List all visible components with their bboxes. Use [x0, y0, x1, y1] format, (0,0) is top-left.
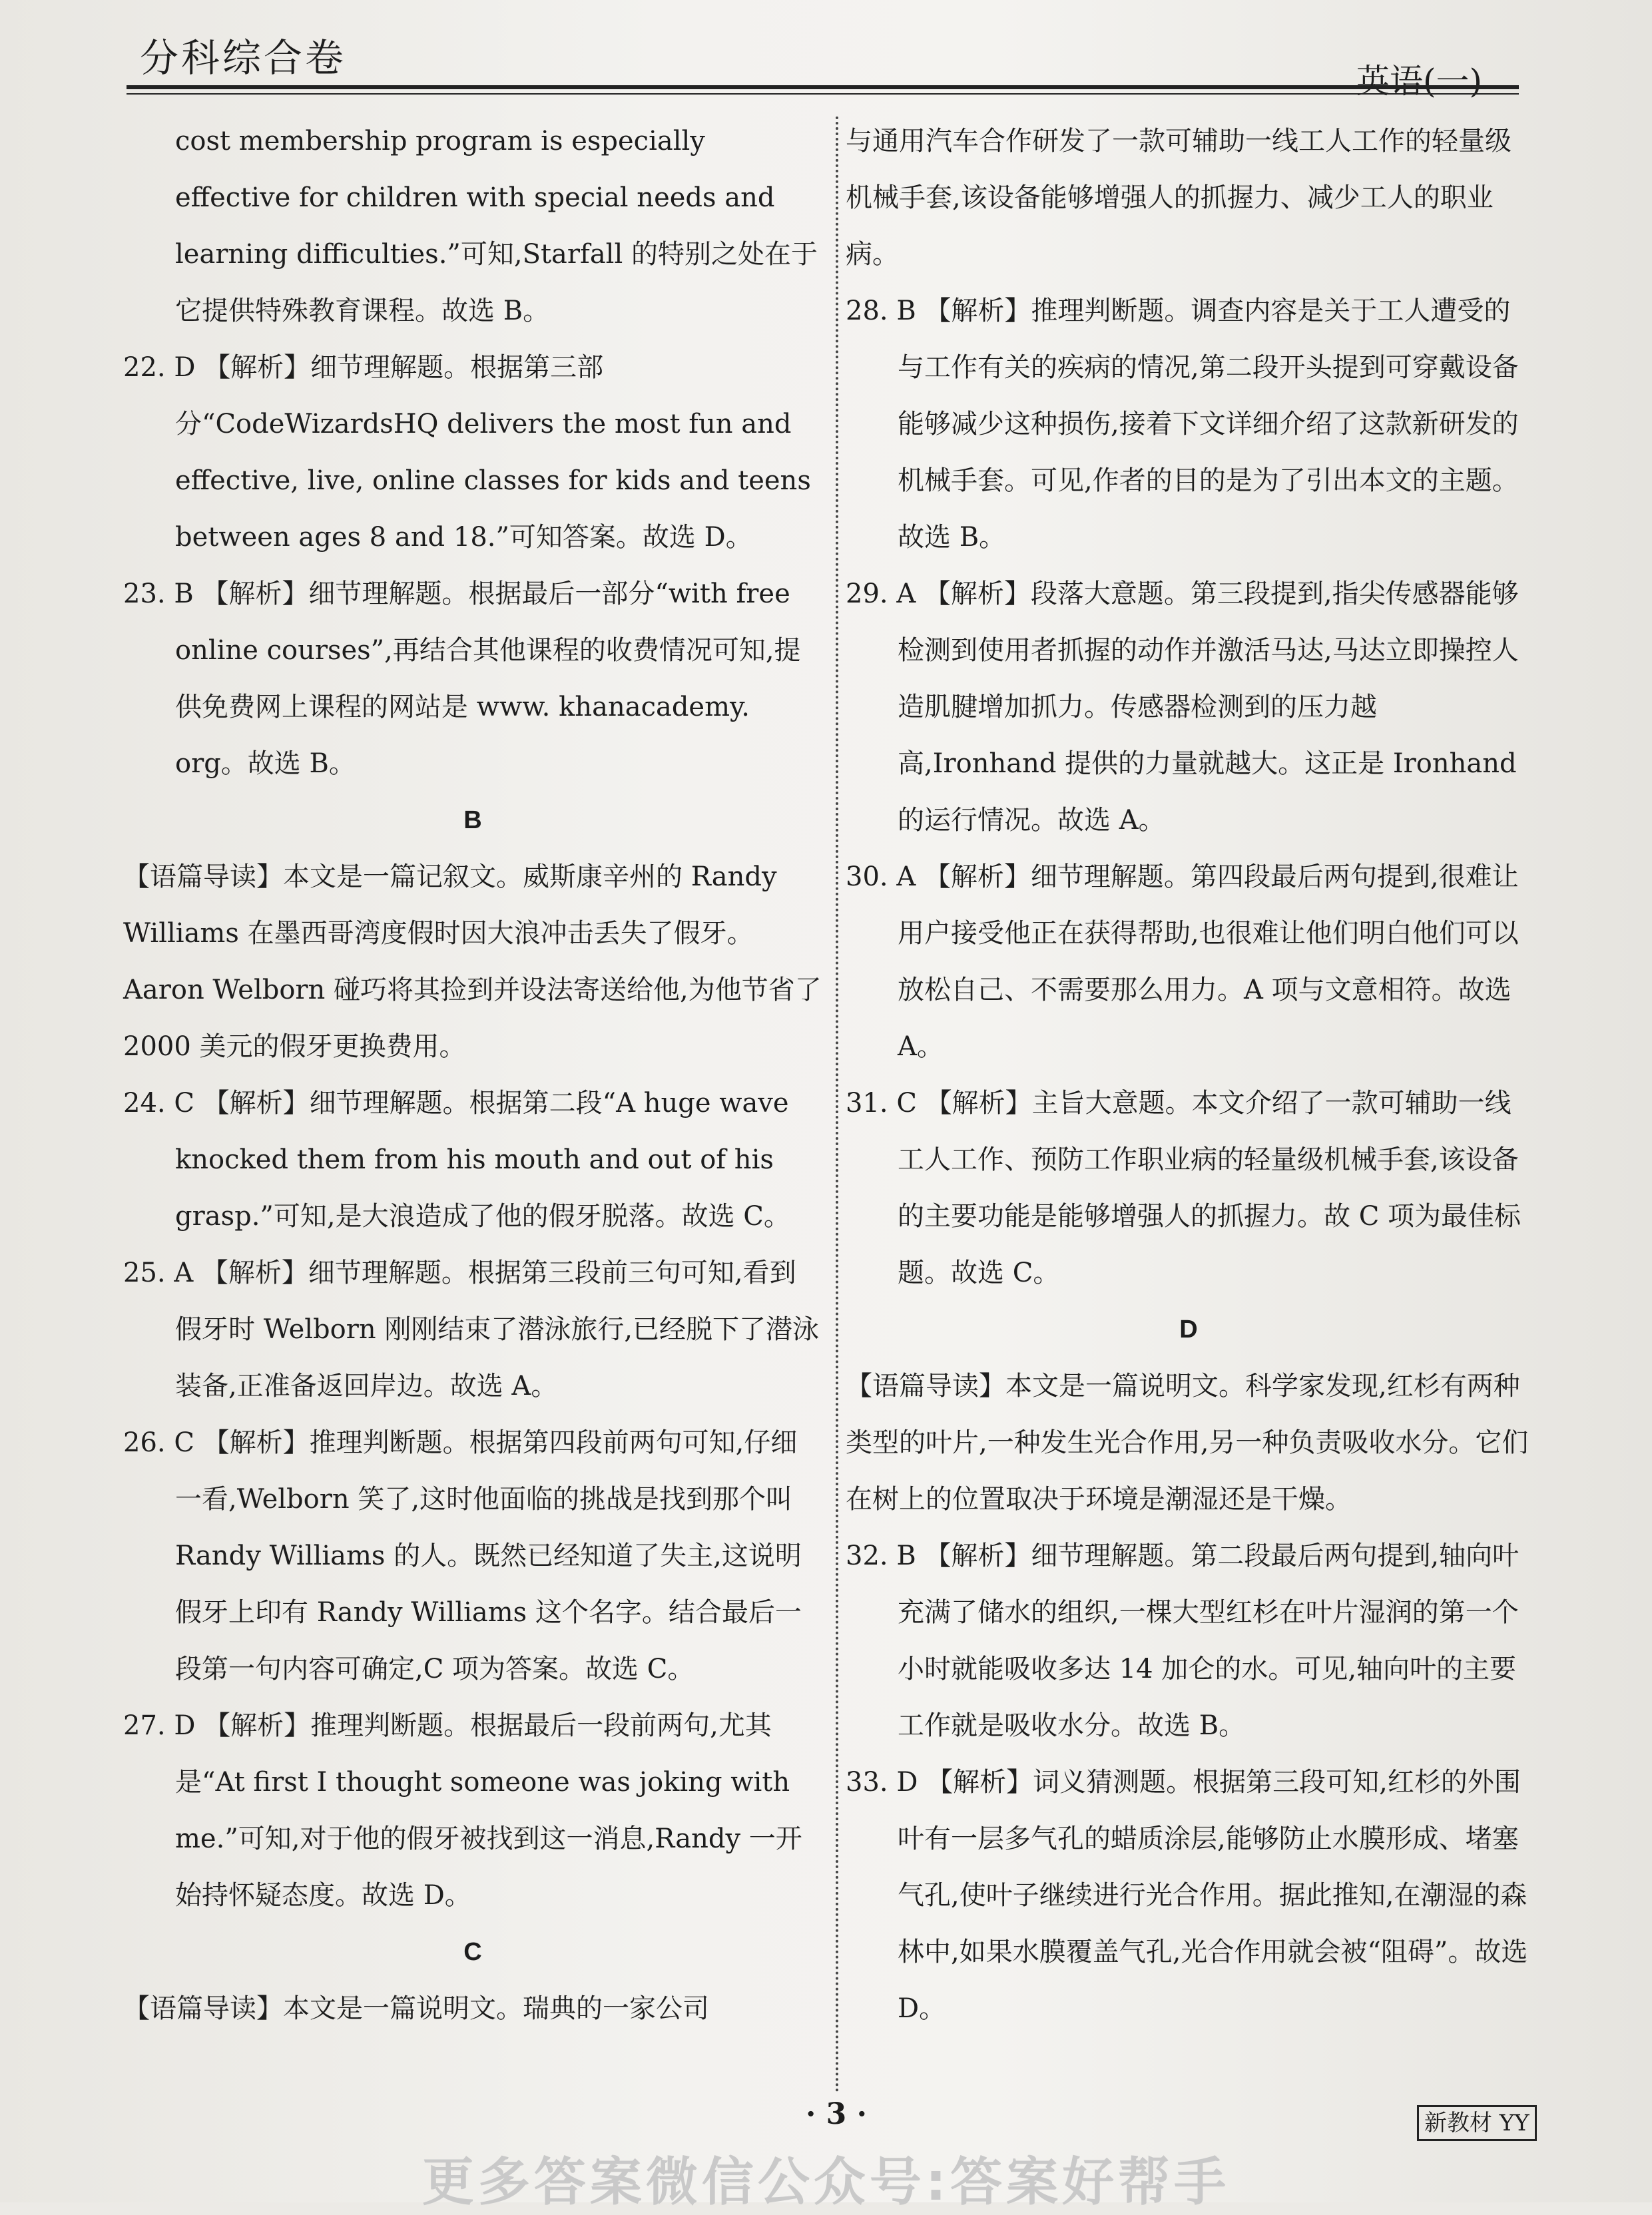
right-column	[846, 113, 1531, 2037]
page-number: · 3 ·	[806, 2097, 867, 2131]
column-divider	[836, 117, 838, 2094]
answer-30: 30. A 【解析】细节理解题。第四段最后两句提到,很难让用户接受他正在获得帮助,也很难让他们明白他们可以放松自己、不需要那么用力。A 项与文意相符。故选 A。	[846, 861, 1519, 1062]
answer-26: 26. C 【解析】推理判断题。根据第四段前两句可知,仔细一看,Welborn 笑了,这时他面临的挑战是找到那个叫 Randy Williams 的人。既然已经知道了失主,这说明假牙上印有 Randy Williams 这个名字。结合最后一段第一句内容可确定,C 项为答案。故选 C。	[123, 1427, 802, 1684]
passage-b-intro: 【语篇导读】本文是一篇记叙文。威斯康辛州的 Randy Williams 在墨西哥湾度假时因大浪冲击丢失了假牙。Aaron Welborn 碰巧将其捡到并设法寄送给他,为他节省了 2000 美元的假牙更换费用。	[123, 861, 822, 1062]
passage-c-intro-start: 【语篇导读】本文是一篇说明文。瑞典的一家公司	[123, 1993, 709, 2024]
answer-24: 24. C 【解析】细节理解题。根据第二段“A huge wave knocked them from his mouth and out of his grasp.”可知,是大浪造成了他的假牙脱落。故选 C。	[123, 1088, 790, 1232]
answer-27: 27. D 【解析】推理判断题。根据最后一段前两句,尤其是“At first I thought someone was joking with me.”可知,对于他的假牙被找到这一消息,Randy 一开始持怀疑态度。故选 D。	[123, 1710, 802, 1911]
watermark-text: 更多答案微信公众号:答案好帮手	[421, 2152, 1231, 2212]
section-b-heading: B	[463, 806, 482, 834]
header-left-title: 分科综合卷	[140, 35, 347, 81]
answer-22: 22. D 【解析】细节理解题。根据第三部分“CodeWizardsHQ delivers the most fun and effective, live, online classes for kids and teens between ages 8 and 18.”可知答案。故选 D。	[123, 352, 811, 553]
answer-33: 33. D 【解析】词义猜测题。根据第三段可知,红杉的外围叶有一层多气孔的蜡质涂层,能够防止水膜形成、堵塞气孔,使叶子继续进行光合作用。据此推知,在潮湿的森林中,如果水膜覆盖气孔,光合作用就会被“阻碍”。故选 D。	[846, 1767, 1528, 2024]
section-c-heading: C	[463, 1938, 482, 1966]
left-column	[123, 113, 822, 2037]
header-rule-thick	[127, 85, 1519, 89]
answer-29: 29. A 【解析】段落大意题。第三段提到,指尖传感器能够检测到使用者抓握的动作并激活马达,马达立即操控人造肌腱增加抓力。传感器检测到的压力越高,Ironhand 提供的力量就越大。这正是 Ironhand 的运行情况。故选 A。	[846, 579, 1519, 836]
header-rule-thin	[127, 93, 1519, 95]
answer-25: 25. A 【解析】细节理解题。根据第三段前三句可知,看到假牙时 Welborn 刚刚结束了潜泳旅行,已经脱下了潜泳装备,正准备返回岸边。故选 A。	[123, 1258, 820, 1401]
passage-c-intro-continued: 与通用汽车合作研发了一款可辅助一线工人工作的轻量级机械手套,该设备能够增强人的抓握力、减少工人的职业病。	[846, 126, 1512, 270]
answer-23: 23. B 【解析】细节理解题。根据最后一部分“with free online courses”,再结合其他课程的收费情况可知,提供免费网上课程的网站是 www. khanacademy. org。故选 B。	[123, 579, 801, 779]
section-d-heading: D	[1179, 1316, 1198, 1344]
answer-21-continued: cost membership program is especially effective for children with special needs and learning difficulties.”可知,Starfall 的特别之处在于它提供特殊教育课程。故选 B。	[175, 126, 818, 326]
edition-badge: 新教材 YY	[1417, 2105, 1537, 2141]
answer-28: 28. B 【解析】推理判断题。调查内容是关于工人遭受的与工作有关的疾病的情况,第二段开头提到可穿戴设备能够减少这种损伤,接着下文详细介绍了这款新研发的机械手套。可见,作者的目的是为了引出本文的主题。故选 B。	[846, 296, 1519, 553]
header-right-title: 英语(一)	[1356, 62, 1482, 101]
answer-31: 31. C 【解析】主旨大意题。本文介绍了一款可辅助一线工人工作、预防工作职业病的轻量级机械手套,该设备的主要功能是能够增强人的抓握力。故 C 项为最佳标题。故选 C。	[846, 1088, 1521, 1288]
passage-d-intro: 【语篇导读】本文是一篇说明文。科学家发现,红杉有两种类型的叶片,一种发生光合作用,另一种负责吸收水分。它们在树上的位置取决于环境是潮湿还是干燥。	[846, 1371, 1529, 1515]
answer-32: 32. B 【解析】细节理解题。第二段最后两句提到,轴向叶充满了储水的组织,一棵大型红杉在叶片湿润的第一个小时就能吸收多达 14 加仑的水。可见,轴向叶的主要工作就是吸收水分。故选 B。	[846, 1541, 1519, 1741]
